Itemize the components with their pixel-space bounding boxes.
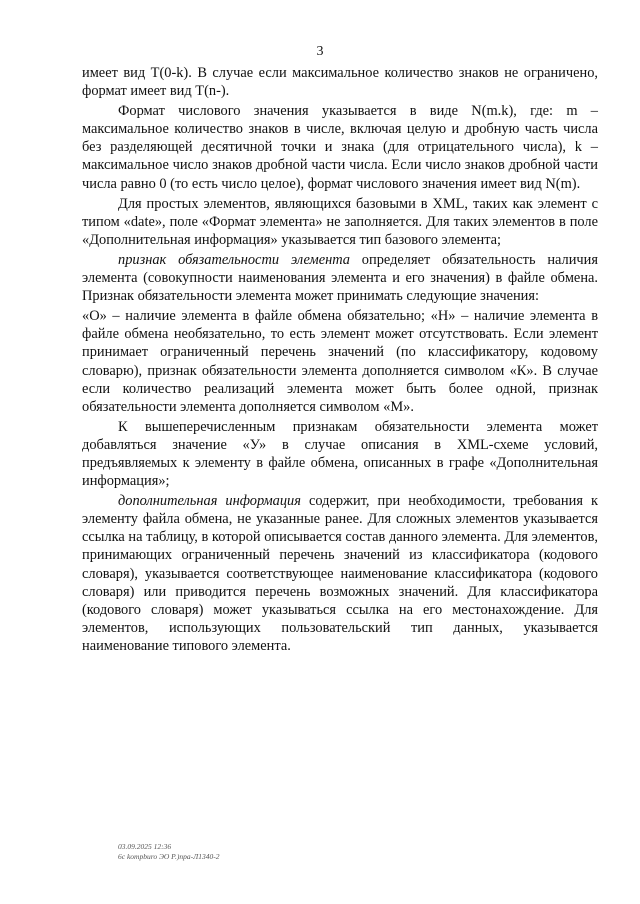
text-run: Для простых элементов, являющихся базовыми в XML, таких как элемент с типом «date», поле «Формат элемента» не заполняется. Для таких элементов в поле «Дополнительная информация» указывается тип базового элемента; xyxy=(82,195,598,248)
print-stamp xyxy=(118,842,219,862)
text-run: К вышеперечисленным признакам обязательности элемента может добавляться значение «У» в случае описания в XML-схеме условий, предъявляемых к элементу в файле обмена, описанных в графе «Дополнительная информация»; xyxy=(82,418,598,490)
paragraph-p6 xyxy=(82,418,598,490)
italic-term: признак обязательности элемента xyxy=(118,251,350,268)
text-run: определяет обязательность наличия элемента (совокупности наименования элемента и его значения) в файле обмена. Признак обязательности элемента может принимать следующие значения: xyxy=(82,251,598,305)
paragraph-p7 xyxy=(82,492,598,655)
print-stamp-date: 03.09.2025 12:36 xyxy=(118,842,172,851)
text-run: Формат числового значения указывается в виде N(m.k), где: m – максимальное количество знаков в числе, включая целую и дробную часть числа без разделяющей десятичной точки и знака (для отрицательного числа), k – максимальное число знаков дробной части числа. Если число знаков дробной части числа равно 0 (то есть число целое), формат числового значения имеет вид N(m). xyxy=(82,103,598,192)
paragraph-p3 xyxy=(82,195,598,249)
italic-term: дополнительная информация xyxy=(118,493,301,510)
print-stamp-code: 6c kompburo ЭО Р.)пра-Л1340-2 xyxy=(118,852,220,861)
text-run: «О» – наличие элемента в файле обмена обязательно; «Н» – наличие элемента в файле обмена необязательно, то есть элемент может отсутствовать. Если элемент принимает ограниченный перечень значений (по классификатору, кодовому словарю), признак обязательности элемента дополняется символом «К». В случае если количество реализаций элемента может быть более одной, признак обязательности элемента дополняется символом «М». xyxy=(82,308,598,415)
text-run: содержит, при необходимости, требования к элементу файла обмена, не указанные ранее. Для сложных элементов указывается ссылка на таблицу, в которой описывается состав данного элемента. Для элементов, принимающих ограниченный перечень значений из классификатора (кодового словаря), указывается соответствующее наименование классификатора (кодового словаря) или приводится перечень возможных значений. Для классификатора (кодового словаря) может указываться ссылка на его местонахождение. Для элементов, использующих пользовательский тип данных, указывается наименование типового элемента. xyxy=(82,493,598,654)
paragraph-p1 xyxy=(82,64,598,100)
page-number: 3 xyxy=(316,44,324,59)
paragraph-p5 xyxy=(82,307,598,416)
paragraph-p2 xyxy=(82,102,598,192)
paragraph-p4 xyxy=(82,251,598,305)
document-body xyxy=(82,64,598,657)
text-run: имеет вид T(0-k). В случае если максимальное количество знаков не ограничено, формат имеет вид T(n-). xyxy=(82,65,598,100)
